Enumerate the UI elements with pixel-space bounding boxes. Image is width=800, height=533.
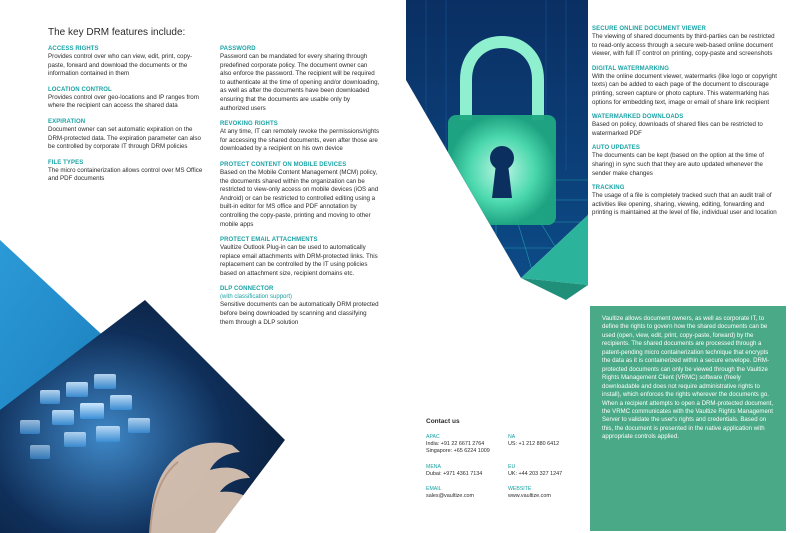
contact-line: Singapore: +65 6224 1009: [426, 448, 490, 455]
contact-line: Dubai: +971 4361 7134: [426, 470, 483, 477]
contact-section: [426, 418, 586, 500]
feature-revoking-rights: [220, 120, 380, 154]
website-link[interactable]: www.vaultize.com: [508, 492, 551, 499]
feature-text: Sensitive documents can be automatically DRM protected before being downloaded by scanning and classifying them through a DLP solution: [220, 301, 379, 326]
contact-label: WEBSITE: [508, 485, 532, 492]
feature-text: Password can be mandated for every sharing through predefined corporate policy. The document owner can also enforce the password. The recipient will be required to authenticate at the time of opening and/or downloading, as well as after the documents have been downloaded ensuring that the documents are usable only by authorized users: [220, 53, 380, 112]
contact-website: [508, 486, 586, 500]
feature-subheading: (with classification support): [220, 294, 293, 301]
contact-label: NA: [508, 434, 516, 440]
page-title: The key DRM features include:: [48, 27, 186, 38]
feature-heading: DIGITAL WATERMARKING: [592, 65, 669, 72]
feature-heading: ACCESS RIGHTS: [48, 46, 99, 52]
feature-text: At any time, IT can remotely revoke the permissions/rights for accessing the shared documents, even after those are downloaded by a recipient on his own device: [220, 128, 380, 153]
contact-label: EMAIL: [426, 485, 442, 492]
right-feature-column: [592, 25, 778, 224]
contact-title: Contact us: [426, 418, 460, 425]
feature-column-1: [48, 45, 206, 191]
contact-apac: [426, 434, 508, 456]
feature-text: Vaultize Outlook Plug-in can be used to automatically replace email attachments with DRM-protected links. This replacement can be controlled by the IT using policies based on attachment size, recipient domains etc.: [220, 244, 378, 277]
feature-text: The micro containerization allows control over MS Office and PDF documents: [48, 166, 203, 183]
feature-heading: REVOKING RIGHTS: [220, 121, 278, 128]
feature-text: With the online document viewer, watermarks (like logo or copyright texts) can be added to each page of the document to discourage printing, screen capture or photo capture. This watermarking has options for embedding text, image or email of share link recipient: [592, 72, 778, 106]
contact-label: APAC: [426, 434, 440, 440]
email-link[interactable]: sales@vaultize.com: [426, 492, 475, 499]
contact-na: [508, 434, 586, 456]
feature-text: Based on policy, downloads of shared files can be restricted to watermarked PDF: [592, 121, 763, 137]
feature-heading: DLP CONNECTOR: [220, 286, 274, 293]
padlock-illustration: [406, 0, 588, 300]
feature-location-control: [48, 86, 206, 111]
feature-expiration: [48, 118, 206, 152]
contact-line: UK: +44 203 327 1247: [508, 470, 563, 477]
feature-secure-viewer: [592, 25, 778, 59]
feature-text: Provides control over who can view, edit, print, copy-paste, forward and download the documents or the information contained in them: [48, 53, 193, 78]
feature-text: The usage of a file is completely tracked such that an audit trail of activities like opening, sharing, viewing, editing, forwarding and printing is maintained at the level of file, individual user and location: [592, 192, 777, 217]
feature-heading: SECURE ONLINE DOCUMENT VIEWER: [592, 26, 706, 32]
contact-mena: [426, 464, 508, 478]
feature-text: Document owner can set automatic expiration on the DRM-protected data. The expiration parameter can also be controlled by corporate IT through DRM policies: [48, 125, 201, 151]
feature-text: The documents can be kept (based on the option at the time of sharing) in sync such that they are auto updated whenever the sender make changes: [592, 152, 764, 177]
feature-text: Provides control over geo-locations and IP ranges from where the recipient can access the shared data: [48, 93, 199, 110]
hand-cubes-illustration: [0, 240, 400, 533]
feature-watermarked-downloads: [592, 113, 778, 138]
feature-heading: PROTECT EMAIL ATTACHMENTS: [220, 237, 318, 244]
feature-heading: TRACKING: [592, 185, 625, 192]
feature-file-types: [48, 159, 206, 184]
feature-tracking: [592, 184, 778, 218]
feature-heading: AUTO UPDATES: [592, 145, 640, 152]
contact-label: EU: [508, 463, 516, 470]
feature-heading: WATERMARKED DOWNLOADS: [592, 114, 684, 121]
feature-heading: PROTECT CONTENT ON MOBILE DEVICES: [220, 161, 347, 168]
info-text: Vaultize allows document owners, as well as corporate IT, to define the rights to govern how the shared documents can be used (open, view, edit, print, copy-paste, forward) by the recipients. The shared documents are processed through a patent-pending micro containerization technique that encrypts the data as it is containerized within a secure envelope. DRM-protected documents can only be viewed through the Vaultize Rights Management Client (VRMC) software (freely downloadable and does not require administrative rights to install), which enforces the rights wherever the documents go. When a recipient attempts to open a DRM-protected document, the VRMC communicates with the Vaultize Rights Management Server to validate the user's rights and credentials. Based on this, the document is presented in the native application with appropriate controls applied.: [602, 315, 774, 441]
contact-label: MENA: [426, 463, 441, 470]
feature-password: [220, 45, 380, 113]
feature-heading: FILE TYPES: [48, 159, 84, 166]
feature-access-rights: [48, 45, 206, 79]
contact-line: US: +1 212 880 6412: [508, 441, 560, 447]
contact-grid: [426, 434, 586, 500]
contact-email: [426, 486, 508, 500]
feature-digital-watermarking: [592, 65, 778, 107]
info-box: [590, 306, 786, 531]
feature-text: The viewing of shared documents by third-parties can be restricted to read-only access through a secure web-based online document viewer, with full IT control on printing, copy-paste and screenshots: [592, 33, 775, 58]
contact-line: India: +91 22 6671 2764: [426, 441, 485, 447]
contact-eu: [508, 464, 586, 478]
feature-heading: EXPIRATION: [48, 118, 86, 125]
feature-heading: PASSWORD: [220, 46, 256, 52]
feature-auto-updates: [592, 144, 778, 178]
right-panel: [400, 0, 800, 533]
feature-mobile-content: [220, 161, 380, 229]
feature-text: Based on the Mobile Content Management (MCM) policy, the documents shared within the organization can be restricted to view-only access on mobile devices (iOS and Android) or can be restricted to controlled editing using a built-in editor for MS office and PDF annotation by controlling the copy-paste, printing and moving to other mobile apps: [220, 168, 379, 228]
feature-heading: LOCATION CONTROL: [48, 86, 112, 93]
